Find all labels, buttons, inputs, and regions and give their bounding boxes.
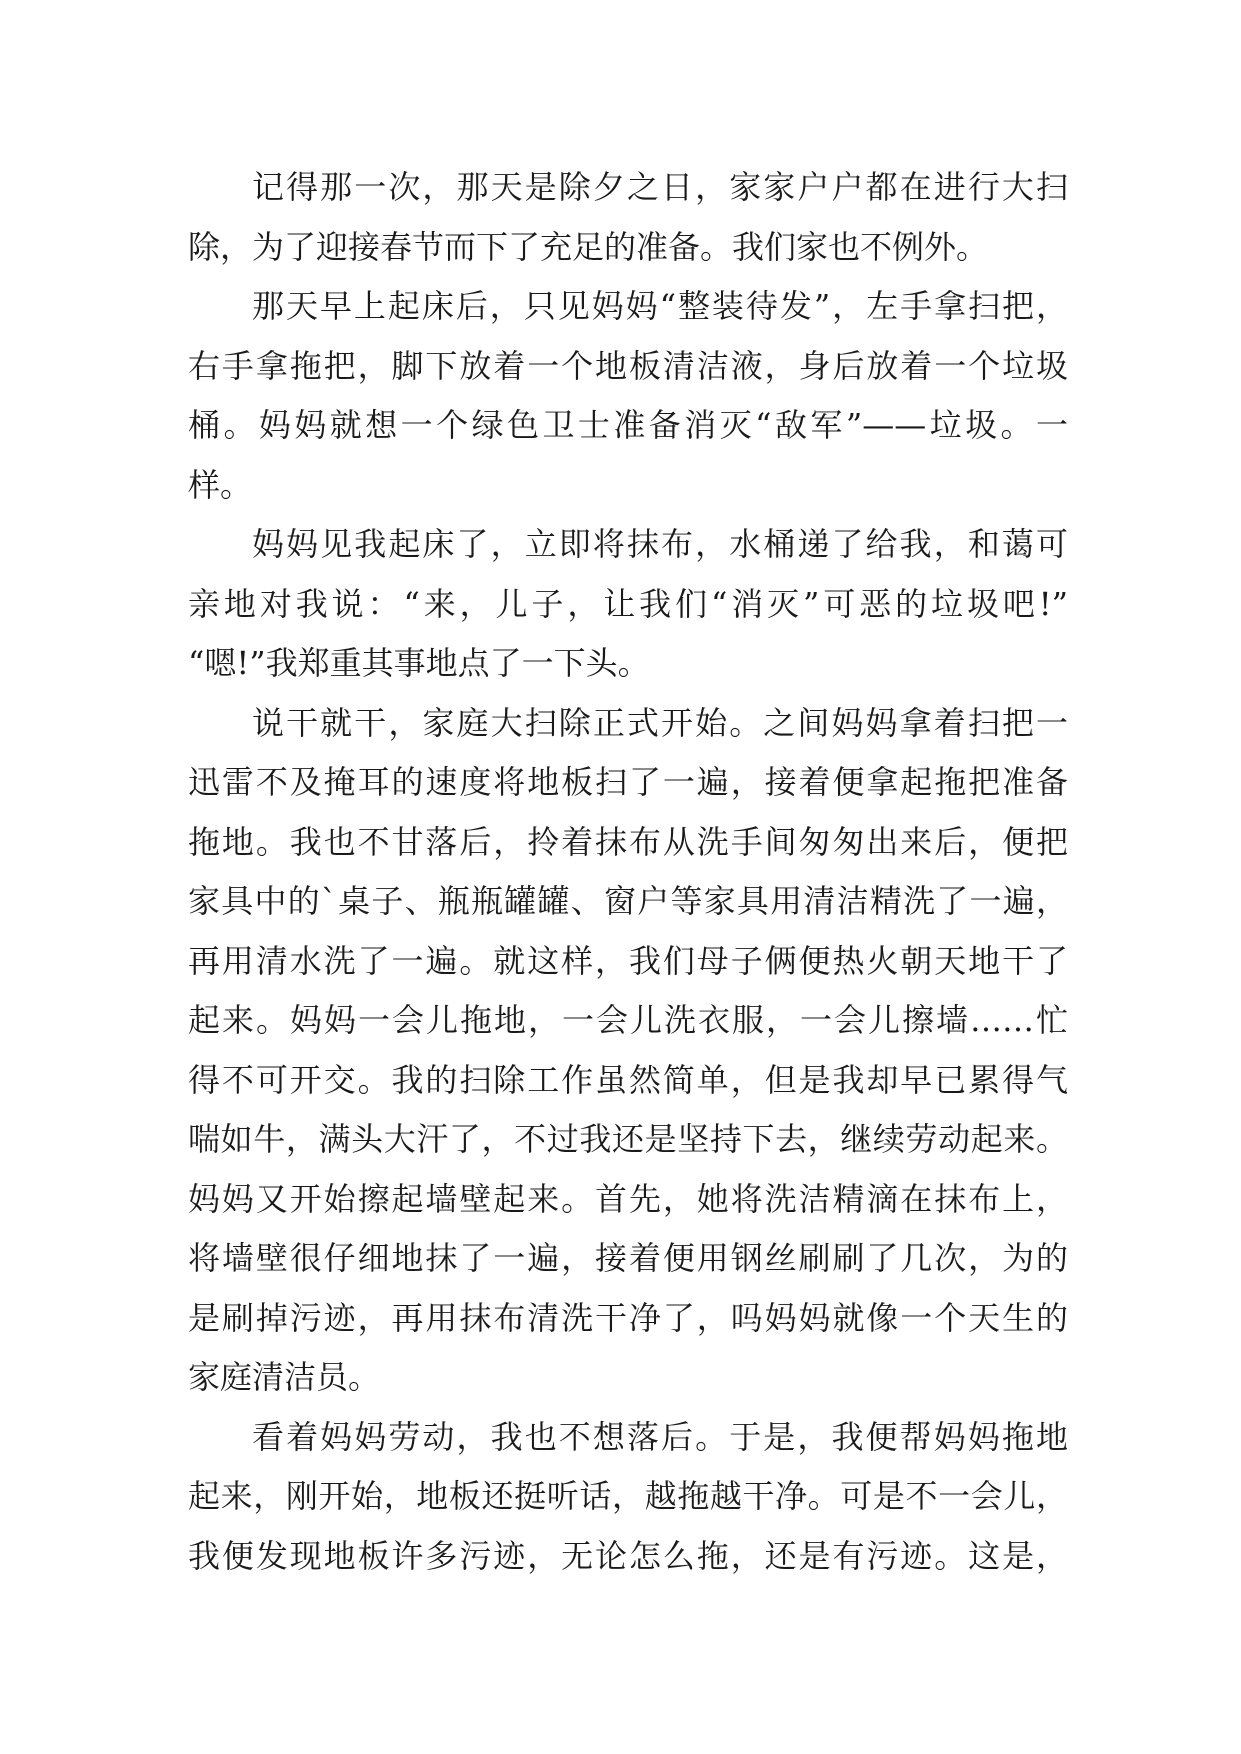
text-line: 起来，刚开始，地板还挺听话，越拖越干净。可是不一会儿， (188, 1477, 1068, 1515)
text-line: 喘如牛，满头大汗了，不过我还是坚持下去，继续劳动起来。 (188, 1120, 1068, 1158)
text-line: 那天早上起床后，只见妈妈“整装待发”，左手拿扫把， (252, 287, 1068, 325)
document-body (188, 158, 1068, 1586)
text-line: 妈妈见我起床了，立即将抹布，水桶递了给我，和蔼可 (252, 525, 1068, 563)
text-line: 迅雷不及掩耳的速度将地板扫了一遍，接着便拿起拖把准备 (188, 763, 1068, 801)
text-line: 我便发现地板许多污迹，无论怎么拖，还是有污迹。这是， (188, 1536, 1068, 1575)
paragraph-2 (188, 277, 1068, 515)
text-line: 记得那一次，那天是除夕之日，家家户户都在进行大扫 (252, 168, 1068, 206)
paragraph-4 (188, 694, 1068, 1408)
text-line: 妈妈又开始擦起墙壁起来。首先，她将洗洁精滴在抹布上， (188, 1179, 1068, 1218)
text-line: 亲地对我说：“来，儿子，让我们“消灭”可恶的垃圾吧!” (188, 584, 1068, 623)
paragraph-1 (188, 158, 1068, 277)
text-line: 家庭清洁员。 (188, 1358, 381, 1396)
text-line: 家具中的`桌子、瓶瓶罐罐、窗户等家具用清洁精洗了一遍， (188, 882, 1068, 920)
text-line: 起来。妈妈一会儿拖地，一会儿洗衣服，一会儿擦墙……忙 (188, 1001, 1068, 1039)
text-line: 样。 (188, 465, 253, 504)
text-line: 除，为了迎接春节而下了充足的准备。我们家也不例外。 (188, 227, 989, 266)
paragraph-3 (188, 515, 1068, 694)
paragraph-5 (188, 1408, 1068, 1587)
text-line: 是刷掉污迹，再用抹布清洗干净了，吗妈妈就像一个天生的 (188, 1298, 1068, 1337)
text-line: 右手拿拖把，脚下放着一个地板清洁液，身后放着一个垃圾 (188, 346, 1068, 385)
text-line: 再用清水洗了一遍。就这样，我们母子俩便热火朝天地干了 (188, 941, 1068, 980)
text-line: 说干就干，家庭大扫除正式开始。之间妈妈拿着扫把一 (252, 703, 1068, 742)
text-line: 桶。妈妈就想一个绿色卫士准备消灭“敌军”——垃圾。一 (188, 406, 1068, 444)
text-line: “嗯!”我郑重其事地点了一下头。 (188, 644, 650, 682)
text-line: 将墙壁很仔细地抹了一遍，接着便用钢丝刷刷了几次，为的 (188, 1239, 1068, 1277)
text-line: 拖地。我也不甘落后，拎着抹布从洗手间匆匆出来后，便把 (188, 822, 1068, 861)
text-line: 得不可开交。我的扫除工作虽然简单，但是我却早已累得气 (188, 1060, 1068, 1099)
text-line: 看着妈妈劳动，我也不想落后。于是，我便帮妈妈拖地 (252, 1417, 1068, 1456)
